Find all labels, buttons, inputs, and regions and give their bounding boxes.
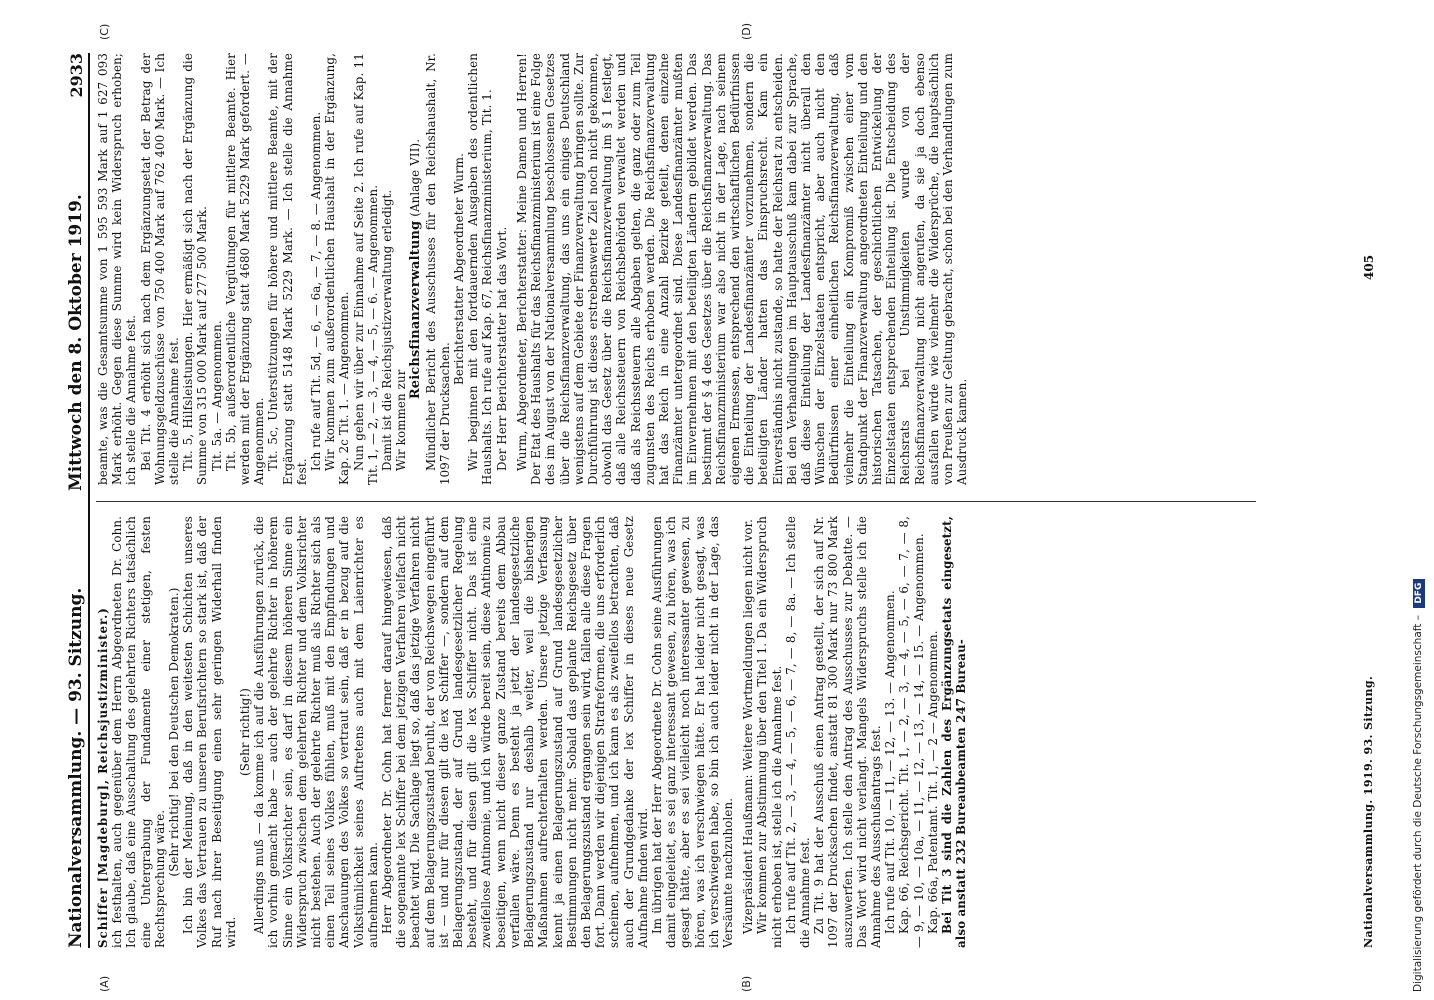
section-heading: Reichsfinanzverwaltung (Anlage VII). (408, 138, 424, 400)
paragraph: Wir kommen zur Abstimmung über den Titel 1. Da ein Widerspruch nicht erhoben ist, stelle ich die Annahme fest. (755, 516, 784, 948)
paragraph: Tit. 5a. — Angenommen. (209, 320, 224, 471)
margin-marker-c: (C) (98, 23, 111, 40)
paragraph: Bei Tit 3 sind die Zahlen des Ergänzungsetats eingesetzt, also anstatt 232 Bureaubeamten 247 Bureau- (939, 516, 969, 948)
speaker-line: Schiffer [Magdeburg], Reichsjustizminister.) (96, 607, 110, 948)
right-column (96, 53, 1346, 485)
paragraph-wurm: Wurm, Abgeordneter, Berichterstatter: Meine Damen und Herren! Der Etat des Haushalts für das Reichsfinanzministerium ist eine Folge des im August von der Nationalversammlung beschlossenen Gesetzes über die Reichsfinanzverwaltung, das uns ein einiges Deutschland wenigstens auf dem Gebiete der Finanzverwaltung bringen sollte. Zur Durchführung ist dieses erstrebenswerte Ziel noch nicht gekommen, obwohl das Gesetz über die Reichsfinanzverwaltung im § 1 festlegt, daß alle Reichssteuern von Reichsbehörden verwaltet werden und daß als Reichssteuern alle Abgaben gelten, die ganz oder zum Teil zugunsten des Reichs erhoben werden. Die Reichsfinanzverwaltung hat das Reich in eine Anzahl Bezirke geteilt, denen einzelne Finanzämter untergeordnet sind. Diese Landesfinanzämter mußten im Einvernehmen mit den beteiligten Ländern gebildet werden. Das bestimmt der § 4 des Gesetzes über die Reichsfinanzverwaltung. Das Reichsfinanzministerium war also nicht in der Lage, nach seinem eigenen Ermessen, entsprechend den wirtschaftlichen Bedürfnissen die Einteilung der Landesfinanzämter vorzunehmen, sondern die beteiligten Länder hatten das Einspruchsrecht. Kam ein Einverständnis nicht zustande, so hatte der Reichsrat zu entscheiden. Bei den Verhandlungen im Hauptausschuß kam dabei zur Sprache, daß diese Einteilung der Landesfinanzämter nicht überall den Wünschen der Einzelstaaten entspricht, aber auch nicht den Bedürfnissen einer einheitlichen Reichsfinanzverwaltung, daß vielmehr die Einteilung ein Kompromiß zwischen einer vom Standpunkt der Finanzverwaltung angeordneten Einteilung und den historischen Tatsachen, der geschichtlichen Entwickelung der Einzelstaaten entsprechenden Einteilung ist. Die Entscheidung des Reichsrats bei Unstimmigkeiten wurde von der Reichsfinanzverwaltung nicht angerufen, da sie ja doch ebenso ausfallen würde wie vielmehr die Widersprüche, die hauptsächlich von Preußen zur Geltung gebracht, schon bei den Verhandlungen zum Ausdruck kamen. (514, 53, 970, 485)
footer-page-signature: 405 (1362, 254, 1376, 280)
paragraph: Tit. 5b, außerordentliche Vergütungen für mittlere Beamte. Hier werden mit der Ergänzung statt 4680 Mark 5229 Mark gefordert. — Angenommen. (223, 53, 267, 485)
margin-marker-b: (B) (740, 975, 753, 992)
paragraph: Wir beginnen mit den fortdauernden Ausgaben des ordentlichen Haushalts. Ich rufe auf Kap. 67, Reichsfinanzministerium, Tit. 1. (466, 53, 495, 485)
paragraph-vizepraesident: Vizepräsident Haußmann: Weitere Wortmeldungen liegen nicht vor. (741, 518, 756, 934)
paragraph: ich festhalten, auch gegenüber dem Herrn Abgeordneten Dr. Cohn. Ich glaube, daß eine Ausschaltung des gelehrten Richters tatsächlich eine Untergrabung der Fundamente einer stetigen, festen Rechtsprechung wäre. (110, 516, 167, 948)
page-header (56, 53, 90, 948)
column-divider (96, 501, 1256, 502)
margin-marker-a: (A) (98, 975, 111, 992)
paragraph: Ich rufe auf Tit. 5d, — 6, — 6a, — 7, — 8. — Angenommen. (309, 111, 324, 471)
paragraph: Berichterstatter Abgeordneter Wurm. (452, 153, 467, 385)
dfg-logo: DFG (1413, 579, 1425, 608)
credit-text: Digitalisierung gefördert durch die Deutsche Forschungsgemeinschaft – (1412, 615, 1424, 992)
paragraph: Wir kommen zur (394, 369, 409, 471)
paragraph: Im übrigen hat der Herr Abgeordnete Dr. Cohn seine Ausführungen damit eingeleitet, es sei ganz interessant gewesen, zu hören, was ich gesagt hätte, aber es sei vielleicht noch interessanter gewesen, zu hören, was ich verschwiegen hätte. Er hat leider nicht gesagt, was ich verschwiegen habe, so bin ich auch leider nicht in der Lage, das Versäumte nachzuholen. (649, 516, 735, 948)
paragraph: Ich rufe auf Tit. 2, — 3, — 4, — 5, — 6, — 7, — 8, — 8a. — Ich stelle die Annahme fest. (783, 516, 812, 948)
paragraph: Herr Abgeordneter Dr. Cohn hat ferner darauf hingewiesen, daß die sogenannte lex Schiffer bei dem jetzigen Verfahren vielfach nicht beachtet wird. Die Sachlage liegt so, daß das jetzige Verfahren nicht auf dem Belagerungszustand beruht, der von Reichswegen eingeführt ist — und nur für diesen gilt die lex Schiffer —, sondern auf dem Belagerungszustand, der auf Grund landesgesetzlicher Regelung besteht, und für diesen gilt die lex Schiffer nicht. Das ist eine zweifellose Antinomie, und ich würde bereit sein, diese Antinomie zu beseitigen, wenn nicht dieser ganze Zustand bereits dem Abbau verfallen wäre. Denn es besteht ja jetzt der landesgesetzliche Belagerungszustand nur deshalb weiter, weil die bisherigen Maßnahmen aufrechterhalten werden. Unsere jetzige Verfassung kennt ja einen Belagerungszustand auf Grund landesgesetzlicher Bestimmungen nicht mehr. Sobald das geplante Reichsgesetz über den Belagerungszustand ergangen sein wird, fallen alle diese Fragen fort. Dann werden wir diejenigen Strafreformen, die uns erforderlich scheinen, aufnehmen, und ich kann es als zweifellos betrachten, daß auch der Grundgedanke der lex Schiffer in dieses neue Gesetz Aufnahme finden wird. (380, 516, 650, 948)
paragraph: Kap. 66a, Patentamt. Tit. 1, — 2 — Angenommen. (925, 630, 940, 934)
paragraph: Allerdings muß — da komme ich auf die Ausführungen zurück, die ich vorhin gemacht habe — auch der gelehrte Richter in höherem Sinne ein Volksrichter sein, es darf in diesem höheren Sinne ein Widerspruch zwischen dem gelehrten Richter und dem Volksrichter nicht bestehen. Auch der gelehrte Richter muß als Richter sich als einen Teil seines Volkes fühlen, muß mit den Empfindungen und Anschauungen des Volkes so vertraut sein, daß er in bezug auf die Volkstümlichkeit seines Auftretens auch mit dem Laienrichter es aufnehmen kann. (252, 516, 380, 948)
interjection: (Sehr richtig! bei den Deutschen Demokraten.) (167, 587, 182, 877)
paragraph: Tit. 5c, Unterstützungen für höhere und mittlere Beamte, mit der Ergänzung statt 5148 Mark 5229 Mark. — Ich stelle die Annahme fest. (266, 53, 309, 485)
paragraph: Ich bin der Meinung, daß in den weitesten Schichten unseres Volkes das Vertrauen zu unseren Berufsrichtern so stark ist, daß der Ruf nach ihrer Beseitigung einen sehr geringen Widerhall finden wird. (181, 516, 238, 948)
paragraph: Kap. 66, Reichsgericht. Tit. 1, — 2, — 3, — 4, — 5, — 6, — 7, — 8, — 9, — 10, — 10a, — 11, — 12, — 13, — 14, — 15. — Angenommen. (897, 516, 926, 948)
left-column (96, 516, 1346, 948)
digitization-credit (1408, 8, 1432, 992)
paragraph: beamte, was die Gesamtsumme von 1 595 593 Mark auf 1 627 093 Mark erhöht. Gegen diese Summe wird kein Widerspruch erhoben; ich stelle die Annahme fest. (96, 53, 139, 485)
page-number: 2933 (67, 53, 86, 98)
paragraph: Ich rufe auf Tit. 10, — 11, — 12, — 13. — Angenommen. (883, 590, 898, 934)
paragraph: Zu Tit. 9 hat der Ausschuß einen Antrag gestellt, der sich auf Nr. 1097 der Drucksachen findet, anstatt 81 300 Mark nur 73 800 Mark auszuwerfen. Ich stelle den Antrag des Ausschusses zur Debatte. — Das Wort wird nicht verlangt. Mangels Widerspruchs stelle ich die Annahme des Ausschußantrags fest. (812, 516, 883, 948)
interjection: (Sehr richtig!) (238, 688, 253, 776)
footer-left: Nationalversammlung. 1919. 93. Sitzung. (1362, 675, 1375, 948)
paragraph: Mündlicher Bericht des Ausschusses für den Reichshaushalt, Nr. 1097 der Drucksachen. (423, 53, 452, 485)
paragraph: Bei Tit. 4 erhöht sich nach dem Ergänzungsetat der Betrag der Wohnungsgeldzuschüsse von 750 400 Mark auf 762 400 Mark. — Ich stelle die Annahme fest. (138, 53, 182, 485)
paragraph: Tit. 5, Hilfsleistungen. Hier ermäßigt sich nach der Ergänzung die Summe von 315 000 Mark auf 277 500 Mark. (181, 53, 210, 485)
margin-marker-d: (D) (740, 22, 753, 40)
header-date: Mittwoch den 8. Oktober 1919. (66, 194, 86, 492)
paragraph: Damit ist die Reichsjustizverwaltung erledigt. (380, 189, 395, 471)
header-left: Nationalversammlung. — 93. Sitzung. (66, 587, 86, 948)
paragraph: Nun gehen wir über zur Einnahme auf Seite 2. Ich rufe auf Kap. 11 Tit. 1, — 2, — 3, — 4, — 5, — 6. — Angenommen. (351, 53, 380, 485)
paragraph: Wir kommen zum außerordentlichen Haushalt in der Ergänzung, Kap. 2c Tit. 1. — Angenommen. (323, 53, 352, 485)
paragraph: Der Herr Berichterstatter hat das Wort. (494, 226, 509, 471)
